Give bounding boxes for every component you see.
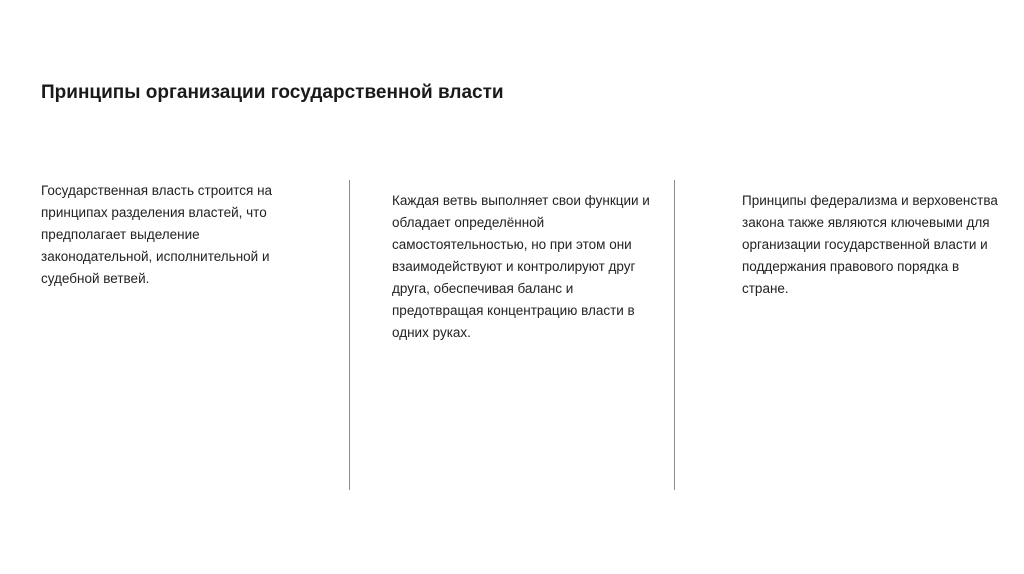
column-text-2: Каждая ветвь выполняет свои функции и обладает определённой самостоятельностью, но при этом они взаимодействуют и контролируют друг друга, обеспечивая баланс и предотвращая концентрацию власти в одних руках.: [392, 193, 650, 340]
column-text-1: Государственная власть строится на принципах разделения властей, что предполагает выделение законодательной, исполнительной и судебной ветвей.: [41, 183, 273, 286]
column-text-3: Принципы федерализма и верховенства закона также являются ключевыми для организации государственной власти и поддержания правового порядка в стране.: [742, 193, 998, 296]
slide-title: Принципы организации государственной власти: [41, 82, 504, 103]
column-divider-1: [349, 180, 350, 490]
column-divider-2: [674, 180, 675, 490]
